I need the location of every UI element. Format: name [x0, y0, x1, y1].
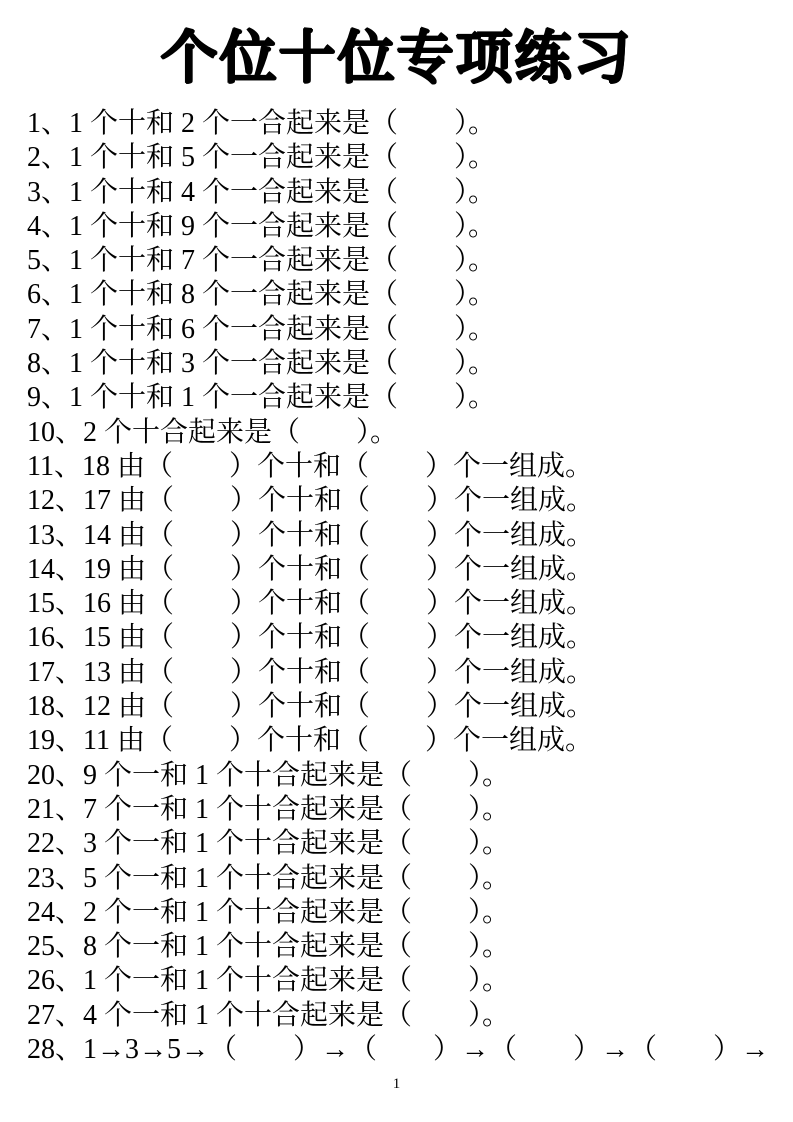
question-number: 18、	[27, 691, 84, 723]
question-line	[27, 381, 793, 415]
question-number: 16、	[27, 622, 84, 654]
question-text: 1 个十和 9 个一合起来是（ ）。	[69, 210, 497, 242]
question-line	[27, 1033, 793, 1067]
question-line	[27, 553, 793, 587]
question-number: 2、	[27, 142, 70, 174]
question-text: 2 个一和 1 个十合起来是（ ）。	[83, 896, 511, 928]
question-text: 9 个一和 1 个十合起来是（ ）。	[83, 759, 511, 791]
question-number: 6、	[27, 279, 70, 311]
question-text: 7 个一和 1 个十合起来是（ ）。	[83, 793, 511, 825]
worksheet-title: 个位十位专项练习	[160, 26, 633, 90]
question-text: 13 由（ ）个十和（ ）个一组成。	[83, 656, 595, 688]
question-line	[27, 930, 793, 964]
question-line	[27, 621, 793, 655]
question-text: 1 个十和 1 个一合起来是（ ）。	[69, 382, 497, 414]
question-number: 24、	[27, 896, 84, 928]
question-line	[27, 141, 793, 175]
question-line	[27, 656, 793, 690]
question-line	[27, 793, 793, 827]
question-number: 25、	[27, 931, 84, 963]
question-number: 4、	[27, 210, 70, 242]
question-number: 11、	[27, 450, 82, 482]
question-line	[27, 519, 793, 553]
question-number: 19、	[27, 725, 84, 757]
question-text: 5 个一和 1 个十合起来是（ ）。	[83, 862, 511, 894]
question-number: 15、	[27, 588, 84, 620]
question-text: 1 个十和 2 个一合起来是（ ）。	[69, 108, 497, 139]
question-number: 3、	[27, 176, 70, 208]
question-number: 22、	[27, 828, 84, 860]
question-text: 16 由（ ）个十和（ ）个一组成。	[83, 588, 595, 620]
question-text: 15 由（ ）个十和（ ）个一组成。	[83, 622, 595, 654]
question-text: 14 由（ ）个十和（ ）个一组成。	[83, 519, 595, 551]
question-number: 7、	[27, 313, 70, 345]
question-line	[27, 313, 793, 347]
question-text: 11 由（ ）个十和（ ）个一组成。	[83, 725, 593, 757]
question-line	[27, 999, 793, 1033]
question-text: 1 个十和 7 个一合起来是（ ）。	[69, 245, 497, 277]
question-text: 1 个十和 4 个一合起来是（ ）。	[69, 176, 497, 208]
question-text: 1 个十和 8 个一合起来是（ ）。	[69, 279, 497, 311]
question-line	[27, 107, 793, 141]
question-text: 3 个一和 1 个十合起来是（ ）。	[83, 828, 511, 860]
question-text: 1 个十和 3 个一合起来是（ ）。	[69, 348, 497, 380]
question-line	[27, 964, 793, 998]
question-list	[27, 107, 793, 1067]
question-line	[27, 484, 793, 518]
question-text: 1 个一和 1 个十合起来是（ ）。	[83, 965, 511, 997]
question-text: 2 个十合起来是（ ）。	[83, 416, 399, 448]
question-text: 1 个十和 6 个一合起来是（ ）。	[69, 313, 497, 345]
question-number: 14、	[27, 553, 84, 585]
page-number: 1	[392, 1076, 401, 1092]
question-line	[27, 896, 793, 930]
question-number: 17、	[27, 656, 84, 688]
question-text: 18 由（ ）个十和（ ）个一组成。	[81, 450, 593, 482]
question-text: 1→3→5→（ ）→（ ）→（ ）→（ ）→	[83, 1034, 770, 1066]
question-number: 1、	[27, 108, 70, 139]
question-number: 9、	[27, 382, 70, 414]
question-text: 8 个一和 1 个十合起来是（ ）。	[83, 931, 511, 963]
question-line	[27, 244, 793, 278]
question-number: 13、	[27, 519, 84, 551]
question-line	[27, 176, 793, 210]
question-line	[27, 827, 793, 861]
question-number: 12、	[27, 485, 84, 517]
question-line	[27, 724, 793, 758]
question-line	[27, 450, 793, 484]
question-text: 1 个十和 5 个一合起来是（ ）。	[69, 142, 497, 174]
question-line	[27, 278, 793, 312]
question-number: 28、	[27, 1034, 84, 1066]
question-number: 8、	[27, 348, 70, 380]
question-text: 17 由（ ）个十和（ ）个一组成。	[83, 485, 595, 517]
question-number: 27、	[27, 999, 84, 1031]
question-line	[27, 862, 793, 896]
question-line	[27, 347, 793, 381]
question-number: 21、	[27, 793, 84, 825]
question-line	[27, 210, 793, 244]
question-text: 19 由（ ）个十和（ ）个一组成。	[83, 553, 595, 585]
question-line	[27, 587, 793, 621]
question-text: 4 个一和 1 个十合起来是（ ）。	[83, 999, 511, 1031]
question-line	[27, 690, 793, 724]
question-text: 12 由（ ）个十和（ ）个一组成。	[83, 691, 595, 723]
question-number: 10、	[27, 416, 84, 448]
question-line	[27, 416, 793, 450]
question-line	[27, 759, 793, 793]
question-number: 26、	[27, 965, 84, 997]
question-number: 20、	[27, 759, 84, 791]
question-number: 23、	[27, 862, 84, 894]
question-number: 5、	[27, 245, 70, 277]
